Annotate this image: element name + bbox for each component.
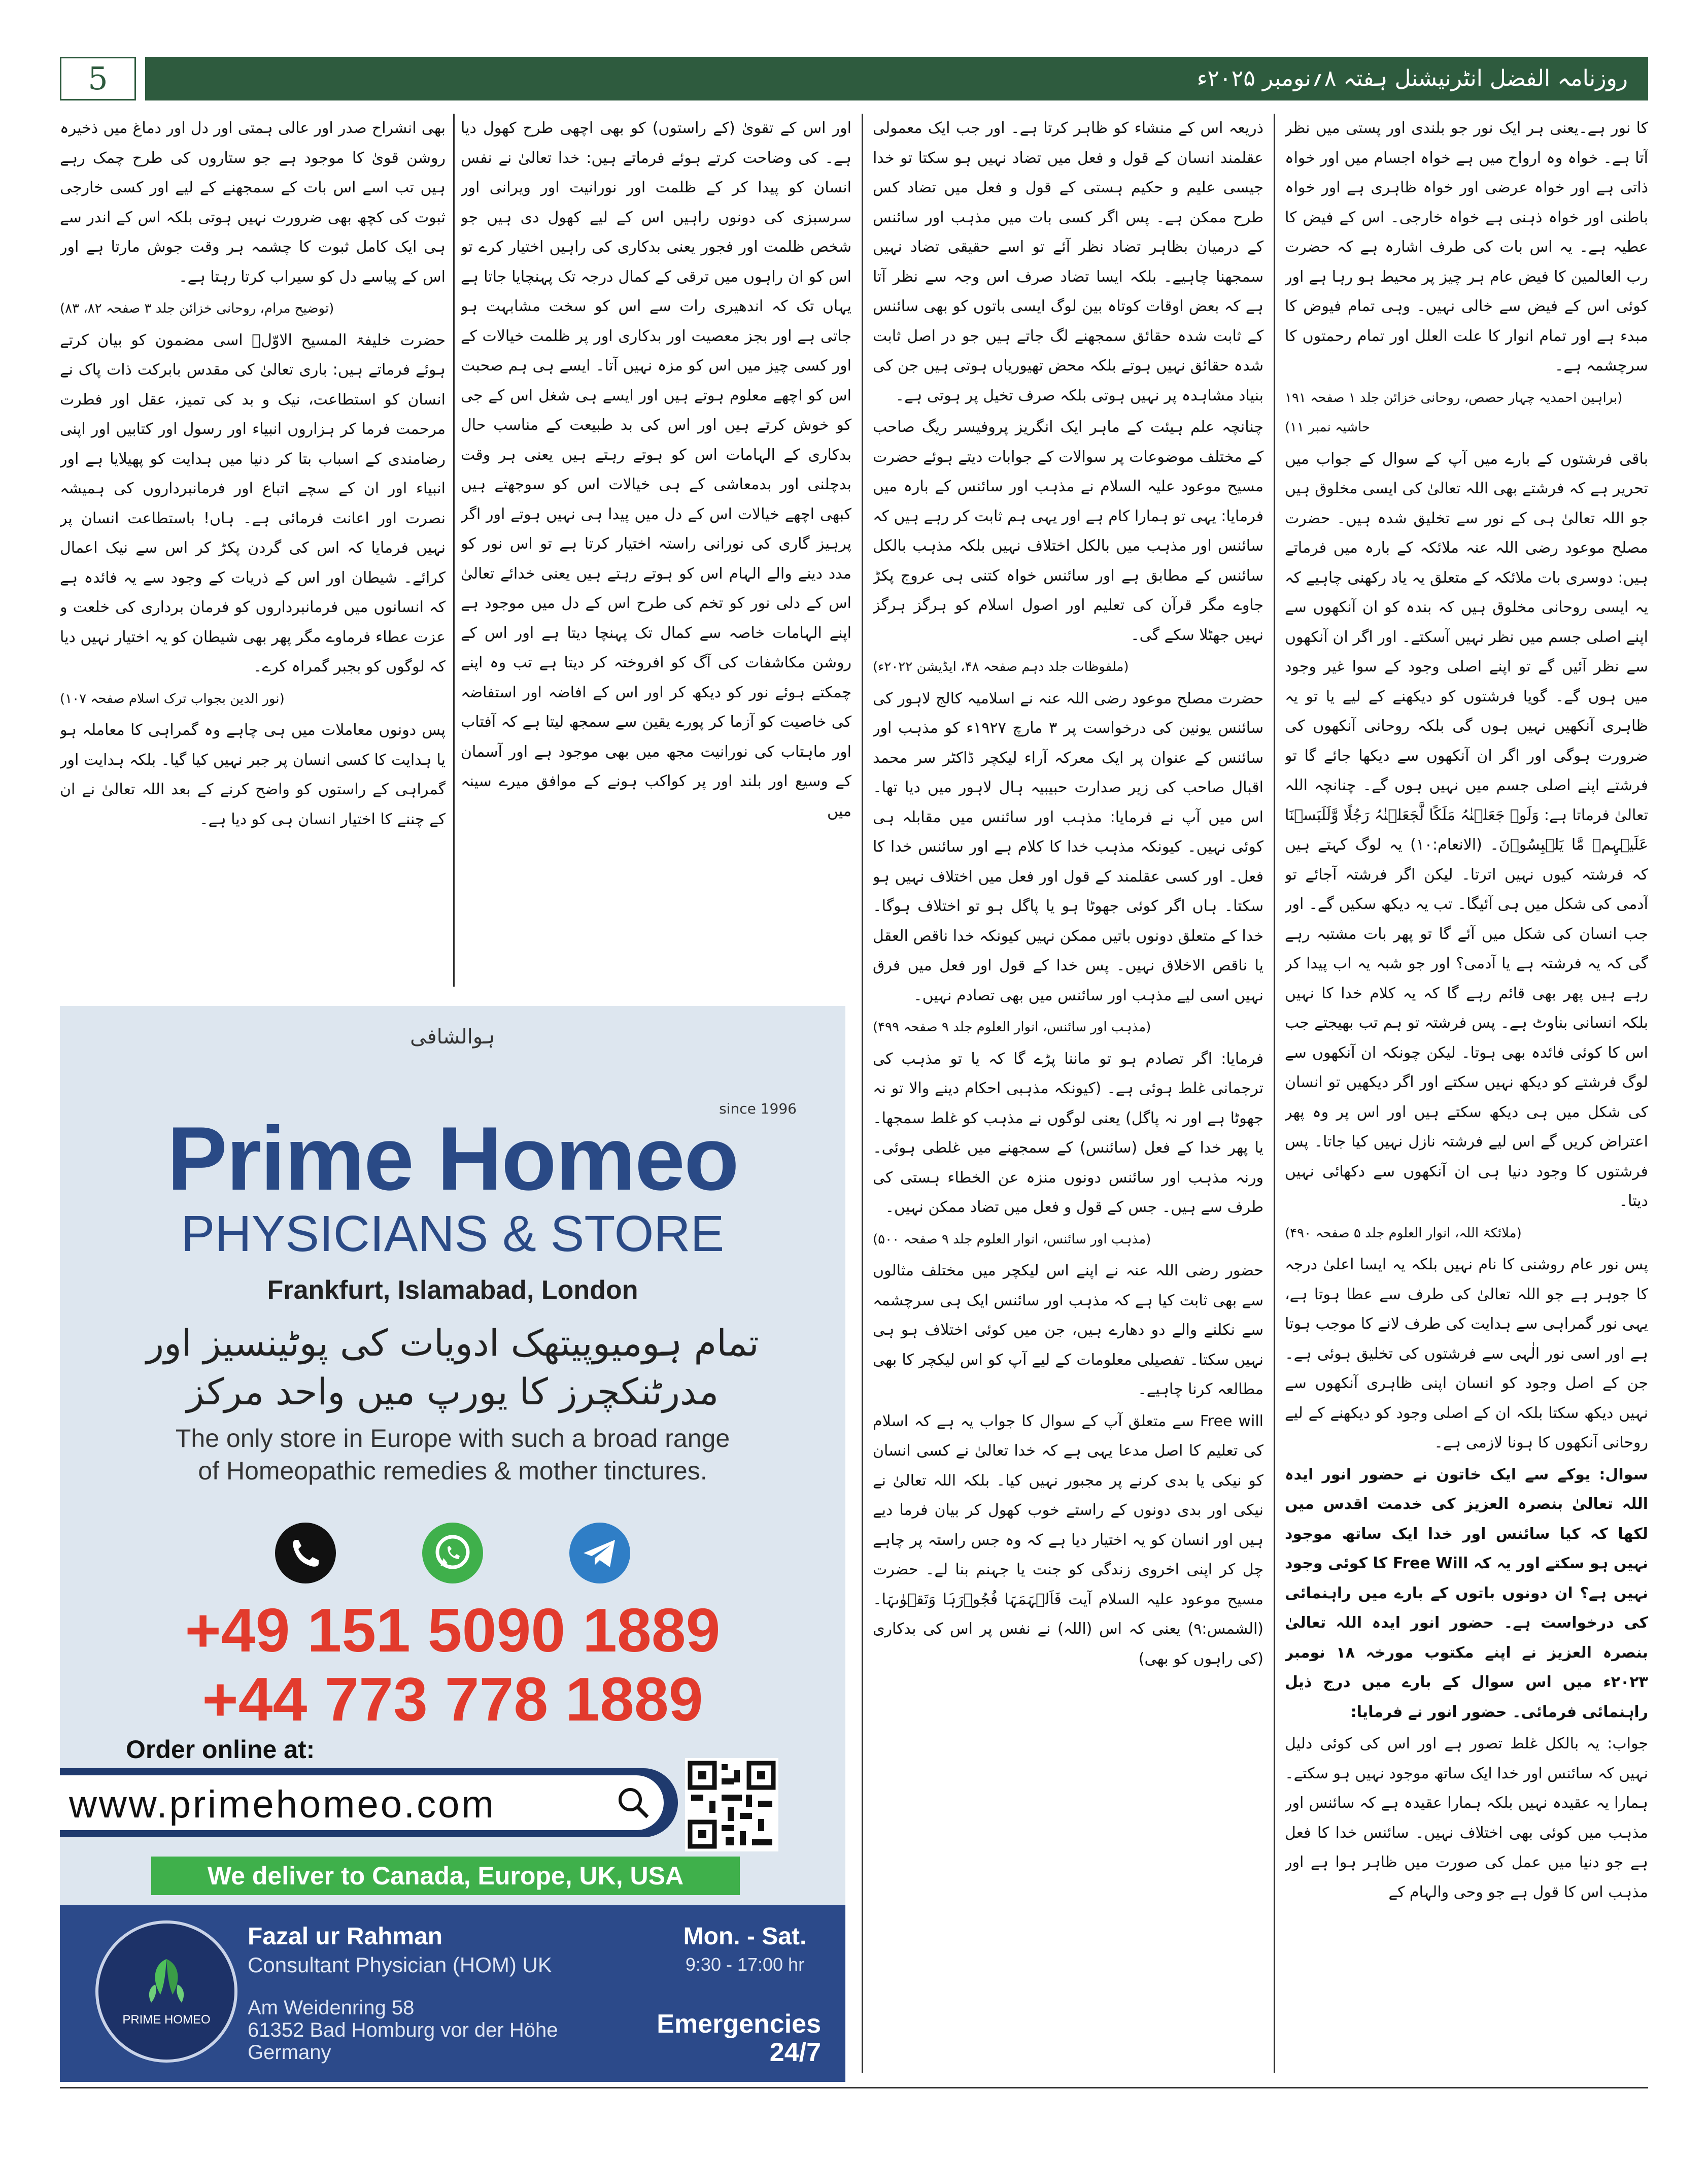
- masthead: [60, 57, 1648, 100]
- store-address: [248, 1997, 558, 2064]
- physician-name: Fazal ur Rahman: [248, 1923, 443, 1950]
- since-label: since 1996: [719, 1100, 797, 1117]
- paragraph: پس نور عام روشنی کا نام نہیں بلکہ یہ ایسا اعلیٰ درجہ کا جوہر ہے جو اللہ تعالیٰ کی طرف سے عطا ہوتا ہے، یہی نور گمراہی سے ہدایت کی طرف لانے کا موجب ہوتا ہے اور اسی نور الٰہی سے فرشتوں کی تخلیق ہوئی ہے۔ جن کے اصل وجود کو انسان اپنی ظاہری آنکھوں سے نہیں دیکھ سکتا بلکہ ان کے اصلی وجود کو دیکھنے کے لیے روحانی آنکھوں کا ہونا لازمی ہے۔: [1285, 1256, 1648, 1452]
- search-icon: [615, 1784, 651, 1820]
- phone-number-germany[interactable]: +49 151 5090 1889: [185, 1596, 721, 1665]
- opening-hours: 9:30 - 17:00 hr: [685, 1954, 805, 1975]
- prime-homeo-advertisement: [60, 1006, 845, 2082]
- urdu-tagline: [60, 1319, 845, 1416]
- urdu-tagline-line1: تمام ہومیوپیتھک ادویات کی پوٹینسیز اور: [146, 1322, 759, 1364]
- paragraph: حضور رضی اللہ عنہ نے اپنے اس لیکچر میں مختلف مثالوں سے بھی ثابت کیا ہے کہ مذہب اور سائنس ایک ہی سرچشمہ سے نکلنے والے دو دھارے ہیں، جن میں کوئی اختلاف ہو ہی نہیں سکتا۔ تفصیلی معلومات کے لیے آپ کو اس لیکچر کا بھی مطالعہ کرنا چاہیے۔: [873, 1262, 1263, 1398]
- emergency-service: [633, 2010, 821, 2067]
- phone-number-uk[interactable]: +44 773 778 1889: [202, 1665, 703, 1734]
- ad-contact-footer: [60, 1905, 845, 2082]
- telegram-icon[interactable]: [569, 1523, 630, 1583]
- paragraph: ذریعہ اس کے منشاء کو ظاہر کرتا ہے۔ اور جب ایک معمولی عقلمند انسان کے قول و فعل میں تضاد نہیں ہو سکتا تو خدا جیسی علیم و حکیم ہستی کے قول و فعل میں تضاد کس طرح ممکن ہے۔ پس اگر کسی بات میں مذہب اور سائنس کے درمیان بظاہر تضاد نظر آئے تو اسے حقیقی تضاد نہیں سمجھنا چاہیے۔ بلکہ ایسا تضاد صرف اس وجہ سے نظر آتا ہے کہ بعض اوقات کوتاہ بین لوگ ایسی باتوں کو بھی سائنس کے ثابت شدہ حقائق سمجھنے لگ جاتے ہیں جو در اصل ثابت شدہ حقائق نہیں ہوتے بلکہ محض تھیوریاں ہوتی ہیں جن کی بنیاد مشاہدہ پر نہیں ہوتی بلکہ صرف تخیل پر ہوتی ہے۔: [873, 119, 1263, 404]
- citation: (ملفوظات جلد دہم صفحہ ۴۸، ایڈیشن ۲۰۲۲ء): [873, 659, 1129, 675]
- urdu-tagline-line2: مدرٹنکچرز کا یورپ میں واحد مرکز: [186, 1370, 719, 1413]
- address-line1: Am Weidenring 58: [248, 1997, 415, 2019]
- website-field[interactable]: [60, 1775, 664, 1830]
- brand-subtitle: PHYSICIANS & STORE: [181, 1205, 725, 1262]
- ad-top-section: [60, 1006, 845, 1899]
- whatsapp-icon[interactable]: [422, 1523, 483, 1583]
- masthead-title: روزنامہ الفضل انٹرنیشنل ہفتہ ۸؍نومبر ۲۰۲۵ء: [145, 57, 1648, 100]
- paragraph: کا نور ہے۔یعنی ہر ایک نور جو بلندی اور پستی میں نظر آتا ہے۔ خواہ وہ ارواح میں ہے خواہ اجسام میں اور خواہ ذاتی ہے اور خواہ عرضی اور خواہ ظاہری ہے اور خواہ باطنی اور خواہ ذہنی ہے خواہ خارجی۔ اس کے فیض کا عطیہ ہے۔ یہ اس بات کی طرف اشارہ ہے کہ حضرت رب العالمین کا فیض عام ہر چیز پر محیط ہو رہا ہے اور کوئی اس کے فیض سے خالی نہیں۔ وہی تمام فیوض کا مبدء ہے اور تمام انوار کا علت العلل اور تمام رحمتوں کا سرچشمہ ہے۔: [1285, 119, 1648, 375]
- paragraph: اور اس کے تقویٰ (کے راستوں) کو بھی اچھی طرح کھول دیا ہے۔ کی وضاحت کرتے ہوئے فرماتے ہیں: خدا تعالیٰ نے نفس انسان کو پیدا کر کے ظلمت اور نورانیت اور ویرانی اور سرسبزی کی دونوں راہیں اس کے لیے کھول دی ہیں جو شخص ظلمت اور فجور یعنی بدکاری کی راہیں اختیار کرے تو اس کو ان راہوں میں ترقی کے کمال درجہ تک پہنچایا جاتا ہے یہاں تک کہ اندھیری رات سے اس کو سخت مشابہت ہو جاتی ہے اور بجز معصیت اور بدکاری اور پر ظلمت خیالات کے اور کسی چیز میں اس کو مزہ نہیں آتا۔ ایسے ہی ہم صحبت اس کو اچھے معلوم ہوتے ہیں اور ایسے ہی شغل اس کے جی کو خوش کرتے ہیں اور اس کی بد طبیعت کے مناسب حال بدکاری کے الہامات اس کو ہوتے رہتے ہیں یعنی ہر وقت بدچلنی اور بدمعاشی کے ہی خیالات اس کو سوجھتے ہیں کبھی اچھے خیالات اس کے دل میں پیدا ہی نہیں ہوتے اور اگر پرہیز گاری کی نورانی راستہ اختیار کرتا ہے تو اس نور کو مدد دینے والے الہام اس کو ہوتے رہتے ہیں یعنی خدائے تعالیٰ اس کے دلی نور کو تخم کی طرح اس کے دل میں موجود ہے اپنے الہامات خاصہ سے کمال تک پہنچا دیتا ہے اور اس کے روشن مکاشفات کی آگ کو افروختہ کر دیتا ہے تب وہ اپنے چمکتے ہوئے نور کو دیکھ کر اور اس کے افاضہ اور استفاضہ کی خاصیت کو آزما کر پورے یقین سے سمجھ لیتا ہے کہ آفتاب اور ماہتاب کی نورانیت مجھ میں بھی موجود ہے اور آسمان کے وسیع اور بلند اور پر کواکب ہونے کے موافق میرے سینہ میں: [461, 119, 851, 820]
- website-url[interactable]: www.primehomeo.com: [69, 1783, 496, 1826]
- column-divider: [453, 114, 455, 987]
- paragraph: فرمایا: اگر تصادم ہو تو ماننا پڑے گا کہ یا تو مذہب کی ترجمانی غلط ہوئی ہے۔ (کیونکہ مذہبی احکام دینے والا تو نہ جھوٹا ہے اور نہ پاگل) یعنی لوگوں نے مذہب کو غلط سمجھا۔ یا پھر خدا کے فعل (سائنس) کے سمجھنے میں غلطی ہوئی۔ ورنہ مذہب اور سائنس دونوں منزہ عن الخطاء ہستی کی طرف سے ہیں۔ جس کے قول و فعل میں تضاد ممکن نہیں۔: [873, 1050, 1263, 1216]
- website-bar[interactable]: [60, 1768, 678, 1837]
- ad-invocation: ہوالشافی: [410, 1025, 495, 1049]
- citation: (نور الدین بجواب ترک اسلام صفحہ ۱۰۷): [60, 691, 285, 706]
- leaf-icon: [98, 1924, 234, 2060]
- order-online-label: Order online at:: [126, 1735, 315, 1764]
- opening-days: Mon. - Sat.: [683, 1923, 807, 1950]
- article-column-2: [873, 114, 1263, 2073]
- article-column-4: [60, 114, 446, 976]
- citation: (ملائکۃ اللہ، انوار العلوم جلد ۵ صفحہ ۴۹۰): [1285, 1225, 1522, 1241]
- page-bottom-rule: [60, 2087, 1648, 2088]
- citation: (توضیح مرام، روحانی خزائن جلد ۳ صفحہ ۸۲، ۸۳): [60, 301, 334, 316]
- contact-icons: [60, 1523, 845, 1583]
- brand-name: Prime Homeo: [167, 1108, 738, 1209]
- paragraph: حضرت مصلح موعود رضی اللہ عنہ نے اسلامیہ کالج لاہور کی سائنس یونین کی درخواست پر ۳ مارچ ۱۹۲۷ء کو مذہب اور سائنس کے عنوان پر ایک معرکہ آراء لیکچر ڈاکٹر سر محمد اقبال صاحب کی زیر صدارت حبیبیہ ہال لاہور میں دیا تھا۔ اس میں آپ نے فرمایا: مذہب اور سائنس میں مقابلہ ہی کوئی نہیں۔ کیونکہ مذہب خدا کا کلام ہے اور سائنس خدا کا فعل۔ اور کسی عقلمند کے قول اور فعل میں اختلاف نہیں ہو سکتا۔ ہاں اگر کوئی جھوٹا ہو یا پاگل ہو تو اختلاف ہوگا۔ خدا کے متعلق دونوں باتیں ممکن نہیں کیونکہ خدا ناقص العقل یا ناقص الاخلاق نہیں۔ پس خدا کے قول اور فعل میں فرق نہیں اسی لیے مذہب اور سائنس میں بھی تصادم نہیں۔: [873, 689, 1263, 1004]
- paragraph: حضرت خلیفۃ المسیح الاوّلؓ اسی مضمون کو بیان کرتے ہوئے فرماتے ہیں: باری تعالیٰ کی مقدس بابرکت ذات پاک نے انسان کو استطاعت، نیک و بد کی تمیز، عقل اور فطرت مرحمت فرما کر ہزاروں انبیاء اور رسول اور کتابیں اور اپنی رضامندی کے اسباب بتا کر دنیا میں ہدایت کو پھیلایا ہے اور انبیاء اور ان کے سچے اتباع اور فرمانبرداروں کی ہمیشہ نصرت اور اعانت فرمائی ہے۔ ہاں! باستطاعت انسان پر نہیں فرمایا کہ اس کی گردن پکڑ کر اس سے نیک اعمال کرائے۔ شیطان اور اس کے ذریات کے وجود سے یہ فائدہ ہے کہ انسانوں میں فرمانبرداروں کو فرمان برداری کی خلعت و عزت عطاء فرماوے مگر پھر بھی شیطان کو یہ اختیار نہیں دیا کہ لوگوں کو بجبر گمراہ کرے۔: [60, 331, 446, 676]
- emergencies-hours: 24/7: [769, 2038, 821, 2067]
- physician-title: Consultant Physician (HOM) UK: [248, 1953, 552, 1977]
- paragraph: Free will سے متعلق آپ کے سوال کا جواب یہ ہے کہ اسلام کی تعلیم کا اصل مدعا یہی ہے کہ خدا تعالیٰ نے کسی انسان کو نیکی یا بدی کرنے پر مجبور نہیں کیا۔ بلکہ اللہ تعالیٰ نے نیکی اور بدی دونوں کے راستے خوب کھول کر بیان فرما دیے ہیں اور انسان کو یہ اختیار دیا ہے کہ وہ جس راستہ پر چاہے چل کر اپنی اخروی زندگی کو جنت یا جہنم بنا لے۔ حضرت مسیح موعود علیہ السلام آیت فَاَلۡہَمَہَا فُجُوۡرَہَا وَتَقۡوٰىہَا۔ (الشمس:۹) یعنی کہ اس (اللہ) نے نفس پر اس کی بدکاری (کی راہوں کو بھی): [873, 1412, 1263, 1668]
- address-line3: Germany: [248, 2041, 331, 2064]
- citation: (براہین احمدیہ چہار حصص، روحانی خزائن جلد ۱ صفحہ ۱۹۱ حاشیہ نمبر ۱۱): [1285, 390, 1623, 435]
- citation: (مذہب اور سائنس، انوار العلوم جلد ۹ صفحہ ۵۰۰): [873, 1231, 1151, 1247]
- article-column-1: [1285, 114, 1648, 2073]
- paragraph: چنانچہ علم ہیئت کے ماہر ایک انگریز پروفیسر ریگ صاحب کے مختلف موضوعات پر سوالات کے جوابات دیتے ہوئے حضرت مسیح موعود علیہ السلام نے مذہب اور سائنس کے بارہ میں فرمایا: یہی تو ہمارا کام ہے اور یہی ہم ثابت کر رہے ہیں کہ سائنس اور مذہب میں بالکل اختلاف نہیں بلکہ مذہب بالکل سائنس کے مطابق ہے اور سائنس خواہ کتنی ہی عروج پکڑ جاوے مگر قرآن کی تعلیم اور اصول اسلام کو ہرگز ہرگز نہیں جھٹلا سکے گی۔: [873, 418, 1263, 644]
- delivery-banner: We deliver to Canada, Europe, UK, USA: [151, 1857, 740, 1895]
- paragraph: باقی فرشتوں کے بارے میں آپ کے سوال کے جواب میں تحریر ہے کہ فرشتے بھی اللہ تعالیٰ کی ایسی مخلوق ہیں جو اللہ تعالیٰ ہی کے نور سے تخلیق شدہ ہیں۔ حضرت مصلح موعود رضی اللہ عنہ ملائکہ کے بارہ میں فرماتے ہیں: دوسری بات ملائکہ کے متعلق یہ یاد رکھنی چاہیے کہ یہ ایسی روحانی مخلوق ہیں کہ بندہ کو ان آنکھوں سے اپنے اصلی جسم میں نظر نہیں آسکتے۔ اور اگر ان آنکھوں سے نظر آئیں گے تو اپنے اصلی وجود کے سوا غیر وجود میں ہوں گے۔ گویا فرشتوں کو دیکھنے کے لیے یا تو یہ ظاہری آنکھیں نہیں ہوں گی بلکہ روحانی آنکھوں کی ضرورت ہوگی اور اگر ان آنکھوں سے دیکھا جائے گا تو فرشتے اپنے اصلی جسم میں نہیں ہوں گے۔ چنانچہ اللہ تعالیٰ فرماتا ہے: وَلَوۡ جَعَلۡنٰہُ مَلَکًا لَّجَعَلۡنٰہُ رَجُلًا وَّلَلَبَسۡنَا عَلَیۡہِمۡ مَّا یَلۡبِسُوۡنَ۔ (الانعام:۱۰) یہ لوگ کہتے ہیں کہ فرشتہ کیوں نہیں اترتا۔ لیکن اگر فرشتہ آجائے تو آدمی کی شکل میں ہی آئیگا۔ تب یہ دیکھ سکیں گے۔ اور جب انسان کی شکل میں آئے گا تو پھر بات مشتبہ رہے گی کہ یہ فرشتہ ہے یا آدمی؟ اور جو شبہ یہ اب پیدا کر رہے ہیں پھر بھی قائم رہے گا کہ یہ کلام خدا کا نہیں بلکہ انسانی بناوٹ ہے۔ پس فرشتہ تو ہم تب بھیجتے جب اس کا کوئی فائدہ بھی ہوتا۔ لیکن چونکہ ان آنکھوں سے لوگ فرشتے کو دیکھ نہیں سکتے اور اگر دیکھیں تو انسان کی شکل میں ہی دیکھ سکتے ہیں اور اس پر وہ پھر اعتراض کریں گے اس لیے فرشتہ نازل نہیں کیا جاتا۔ پس فرشتوں کا وجود دنیا ہی ان آنکھوں سے دکھائی نہیں دیتا۔: [1285, 450, 1648, 1210]
- article-column-3: [461, 114, 851, 976]
- store-cities: Frankfurt, Islamabad, London: [267, 1275, 638, 1305]
- column-divider: [862, 114, 863, 2073]
- english-description: [60, 1422, 845, 1487]
- page-number: 5: [60, 57, 136, 100]
- logo-wordmark: PRIME HOMEO: [122, 2013, 211, 2027]
- paragraph: بھی انشراح صدر اور عالی ہمتی اور دل اور دماغ میں ذخیرہ روشن قویٰ کا موجود ہے جو ستاروں کی طرح چمک رہے ہیں تب اسے اس بات کے سمجھنے کے لیے اور کسی خارجی ثبوت کی کچھ بھی ضرورت نہیں ہوتی بلکہ اس کے اندر سے ہی ایک کامل ثبوت کا چشمہ ہر وقت جوش مارتا ہے اور اس کے پیاسے دل کو سیراب کرتا رہتا ہے۔: [60, 119, 446, 286]
- qr-code[interactable]: [685, 1758, 778, 1851]
- description-line1: The only store in Europe with such a broad range: [175, 1424, 730, 1453]
- citation: (مذہب اور سائنس، انوار العلوم جلد ۹ صفحہ ۴۹۹): [873, 1020, 1151, 1035]
- address-line2: 61352 Bad Homburg vor der Höhe: [248, 2019, 558, 2041]
- phone-icon[interactable]: [275, 1523, 336, 1583]
- emergencies-label: Emergencies: [657, 2009, 821, 2039]
- prime-homeo-logo: [95, 1920, 237, 2063]
- paragraph: پس دونوں معاملات میں ہی چاہے وہ گمراہی کا معاملہ ہو یا ہدایت کا کسی انسان پر جبر نہیں کیا گیا۔ بلکہ ہدایت اور گمراہی کے راستوں کو واضح کرنے کے بعد اللہ تعالیٰ نے ان کے چننے کا اختیار انسان ہی کو دیا ہے۔: [60, 721, 446, 828]
- column-divider: [1274, 114, 1275, 2073]
- answer-paragraph: جواب: یہ بالکل غلط تصور ہے اور اس کی کوئی دلیل نہیں کہ سائنس اور خدا ایک ساتھ موجود نہیں ہو سکتے۔ ہمارا یہ عقیدہ نہیں بلکہ ہمارا عقیدہ ہے کہ سائنس اور مذہب میں کوئی بھی اختلاف نہیں۔ سائنس خدا کا فعل ہے جو دنیا میں عمل کی صورت میں ظاہر ہوا ہے اور مذہب اس کا قول ہے جو وحی والہام کے: [1285, 1735, 1648, 1901]
- question-paragraph: سوال: یوکے سے ایک خاتون نے حضور انور ایدہ اللہ تعالیٰ بنصرہ العزیز کی خدمت اقدس میں لکھا کہ کیا سائنس اور خدا ایک ساتھ موجود نہیں ہو سکتے اور یہ کہ Free Will کا کوئی وجود نہیں ہے؟ ان دونوں باتوں کے بارے میں راہنمائی کی درخواست ہے۔ حضور انور ایدہ اللہ تعالیٰ بنصرہ العزیز نے اپنے مکتوب مورخہ ۱۸ نومبر ۲۰۲۳ء میں اس سوال کے بارے میں درج ذیل راہنمائی فرمائی۔ حضور انور نے فرمایا:: [1285, 1465, 1648, 1721]
- description-line2: of Homeopathic remedies & mother tinctures.: [198, 1457, 707, 1485]
